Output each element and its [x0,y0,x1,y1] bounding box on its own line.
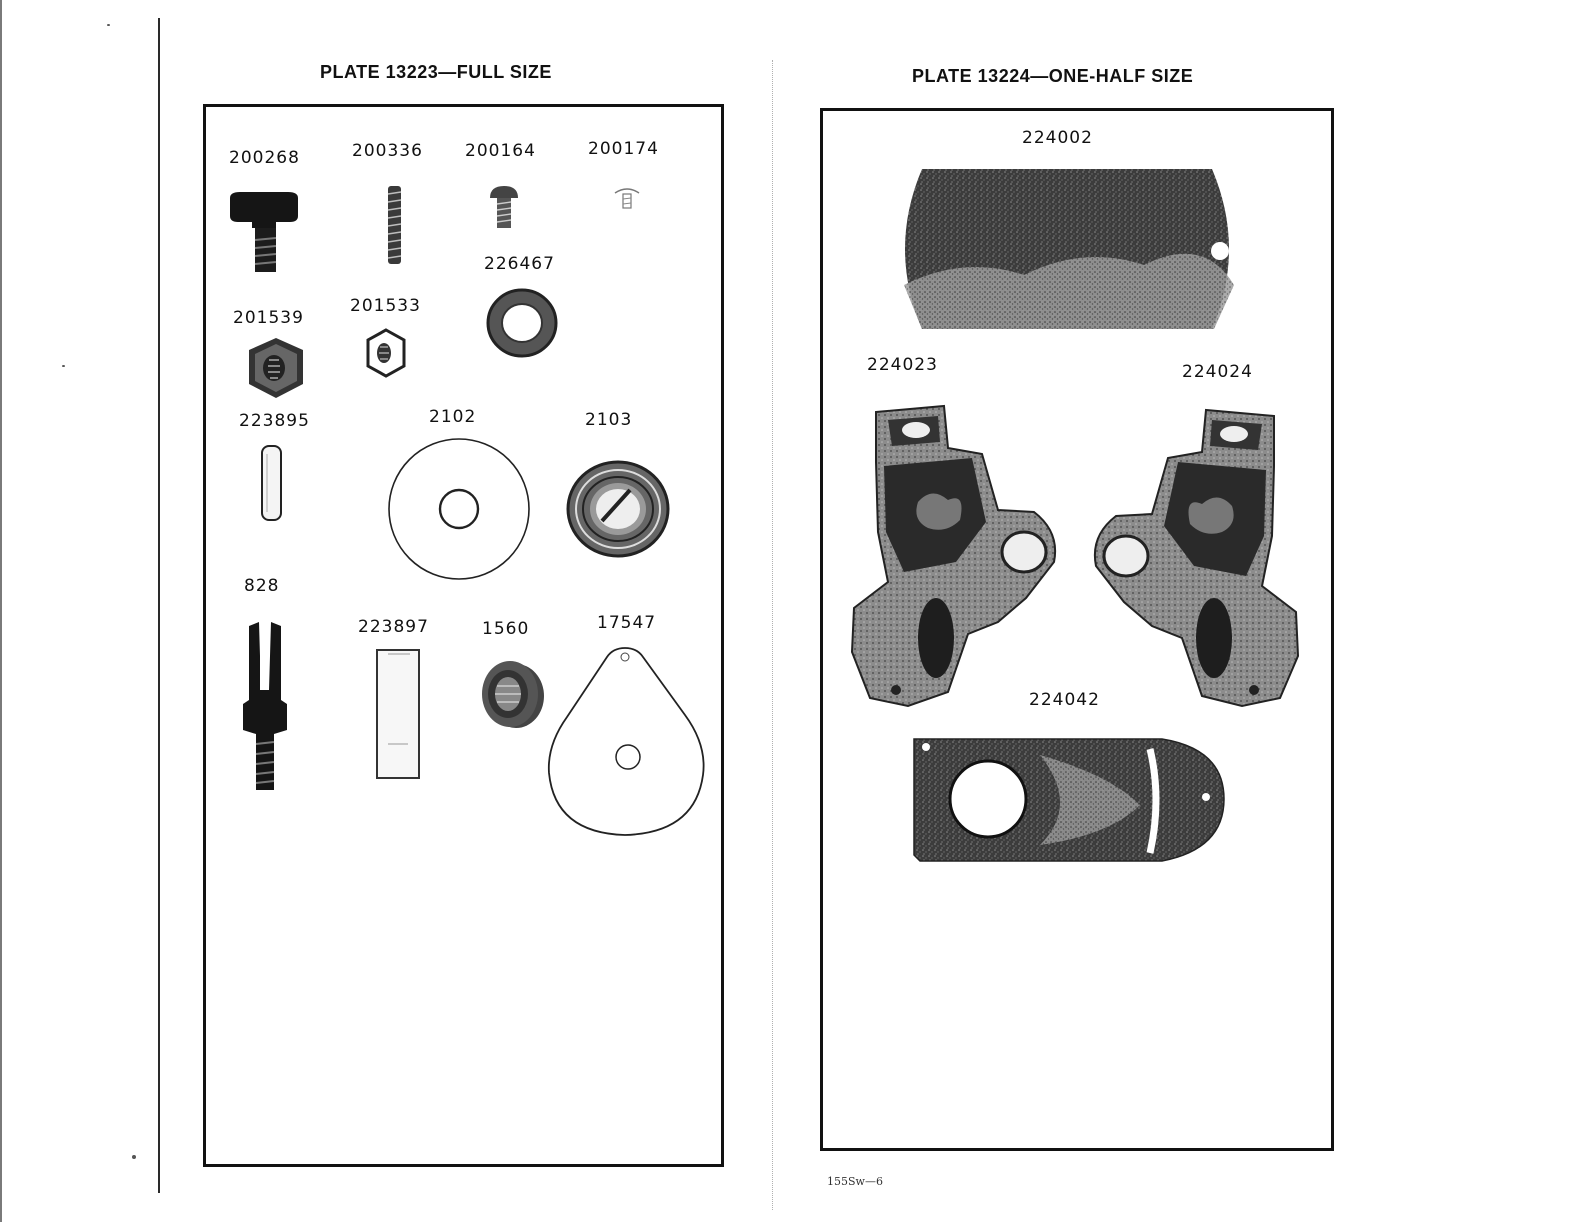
left-plate-title: PLATE 13223—FULL SIZE [320,62,552,82]
scan-speck [132,1155,136,1159]
part-label: 200174 [588,139,659,159]
part-label: 223895 [239,411,310,431]
small-hex-nut-image [364,328,408,378]
part-label: 201539 [233,308,304,328]
page-edge [0,0,2,1222]
pin-image [258,444,286,524]
teardrop-plate-image [545,645,710,840]
grommet-image [476,656,548,732]
oval-plate-image [884,165,1250,333]
part-label: 17547 [597,613,657,633]
binding-line [158,18,160,1193]
part-label: 1560 [482,619,530,639]
scan-speck [62,365,65,367]
casting-left-image [848,402,1060,708]
scan-speck [107,24,110,26]
part-label: 828 [244,576,280,596]
part-label: 201533 [350,296,421,316]
stud-image [240,620,290,796]
hex-nut-image [245,336,307,400]
part-label: 2103 [585,410,633,430]
part-label: 224023 [867,355,938,375]
footer-code: 155Sw—6 [827,1175,883,1188]
page-fold [772,60,773,1210]
part-label: 200164 [465,141,536,161]
casting-right-image [1090,406,1302,710]
thumb-screw-image [226,190,306,276]
ring-washer-image [484,286,560,360]
part-label: 223897 [358,617,429,637]
coil-spring-image [564,458,672,560]
screw-image [488,184,520,230]
right-plate-title: PLATE 13224—ONE-HALF SIZE [912,66,1194,86]
bracket-plate-image [910,735,1228,865]
flat-strip-image [374,648,422,782]
part-label: 224024 [1182,362,1253,382]
part-label: 200336 [352,141,423,161]
large-washer-image [386,436,532,582]
part-label: 200268 [229,148,300,168]
part-label: 226467 [484,254,555,274]
set-screw-image [384,184,406,266]
part-label: 224042 [1029,690,1100,710]
part-label: 224002 [1022,128,1093,148]
part-label: 2102 [429,407,477,427]
small-screw-image [612,185,642,213]
